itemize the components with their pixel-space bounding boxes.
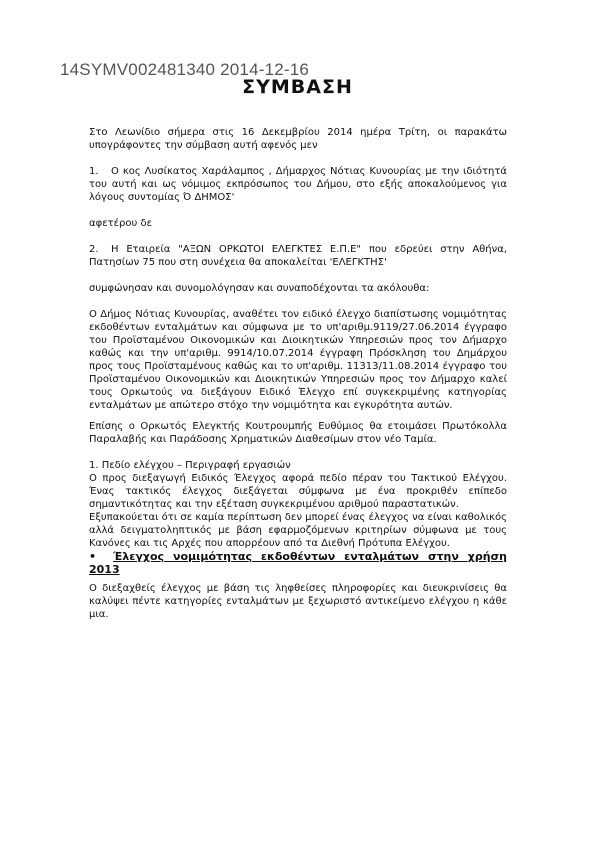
- closing-paragraph: Ο διεξαχθείς έλεγχος με βάση τις ληφθείσες πληροφορίες και διευκρινίσεις θα καλύψει πέντε κατηγορίες ενταλμάτων με ξεχωριστό αντικείμενο ελέγχου η κάθε μια.: [89, 583, 507, 620]
- section1-heading: 1. Πεδίο ελέγχου – Περιγραφή εργασιών: [89, 460, 291, 471]
- section1-paragraph-2: Εξυπακούεται ότι σε καμία περίπτωση δεν μπορεί ένας έλεγχος να είναι καθολικός αλλά δειγματοληπτικός με βάση εφαρμοζόμενων κριτηρίων σύμφωνα με τους Κανόνες και τις Αρχές που απορρέουν από τα Διεθνή Πρότυπα Ελέγχου.: [89, 512, 507, 549]
- auditor-paragraph: Επίσης ο Ορκωτός Ελεγκτής Κουτρουμπής Ευθύμιος θα ετοιμάσει Πρωτόκολλα Παραλαβής και Παράδοσης Χρηματικών Διαθεσίμων στον νέο Ταμία.: [89, 421, 507, 445]
- bullet-heading: [89, 550, 507, 576]
- section1-paragraph-1: Ο προς διεξαγωγή Ειδικός Έλεγχος αφορά πεδίο πέραν του Τακτικού Ελέγχου. Ένας τακτικός έλεγχος διεξάγεται σύμφωνα με ένα προκριθέν επίπεδο σημαντικότητας και την εξέταση συγκεκριμένου αριθμού παραστατικών.: [89, 473, 507, 510]
- party1-text: Ο κος Λυσίκατος Χαράλαμπος , Δήμαρχος Νότιας Κυνουρίας με την ιδιότητά του αυτή και ως νόμιμος εκπρόσωπος του Δήμου, στο εξής αποκαλούμενος για λόγους συντομίας Ό ΔΗΜΟΣ': [89, 166, 507, 203]
- otherwise-line: αφετέρου δε: [89, 218, 152, 229]
- intro-paragraph: Στο Λεωνίδιο σήμερα στις 16 Δεκεμβρίου 2014 ημέρα Τρίτη, οι παρακάτω υπογράφοντες την σύμβαση αυτή αφενός μεν: [89, 127, 507, 151]
- party2-paragraph: [89, 243, 507, 269]
- party1-paragraph: [89, 165, 507, 204]
- party1-number: 1.: [89, 166, 99, 177]
- bullet-icon: •: [89, 550, 97, 563]
- page-title: ΣΥΜΒΑΣΗ: [242, 76, 353, 98]
- agreement-line: συμφώνησαν και συνομολόγησαν και συναποδέχονται τα ακόλουθα:: [89, 283, 430, 294]
- document-id-stamp: 14SYMV002481340 2014-12-16: [60, 60, 310, 79]
- document-body: [89, 126, 507, 621]
- party2-text: Η Εταιρεία "ΑΞΩΝ ΟΡΚΩΤΟΙ ΕΛΕΓΚΤΕΣ Ε.Π.Ε" που εδρεύει στην Αθήνα, Πατησίων 75 που στη συνέχεια θα αποκαλείται 'ΕΛΕΓΚΤΗΣ': [89, 244, 507, 268]
- main-paragraph: Ο Δήμος Νότιας Κυνουρίας, αναθέτει τον ειδικό έλεγχο διαπίστωσης νομιμότητας εκδοθέντων ενταλμάτων και σύμφωνα με το υπ'αριθμ.9119/27.06.2014 έγγραφο του Προϊσταμένου Οικονομικών και Διοικητικών Υπηρεσιών προς τον Δήμαρχο καθώς και την υπ'αριθμ. 9914/10.07.2014 έγγραφη Πρόσκληση του Δημάρχου προς τους Προϊσταμένους καθώς και το υπ'αριθμ. 11313/11.08.2014 έγγραφο του Προϊσταμένου Οικονομικών και Διοικητικών Υπηρεσιών προς τον Δήμαρχο καλεί τους Ορκωτούς να διεξάγουν Ειδικό Έλεγχο επί συγκεκριμένης κατηγορίας ενταλμάτων με απώτερο στόχο την νομιμότητα και εγκυρότητα αυτών.: [89, 309, 507, 411]
- party2-number: 2.: [89, 244, 99, 255]
- bullet-heading-text: Έλεγχος νομιμότητας εκδοθέντων ενταλμάτων στην χρήση 2013: [89, 550, 507, 576]
